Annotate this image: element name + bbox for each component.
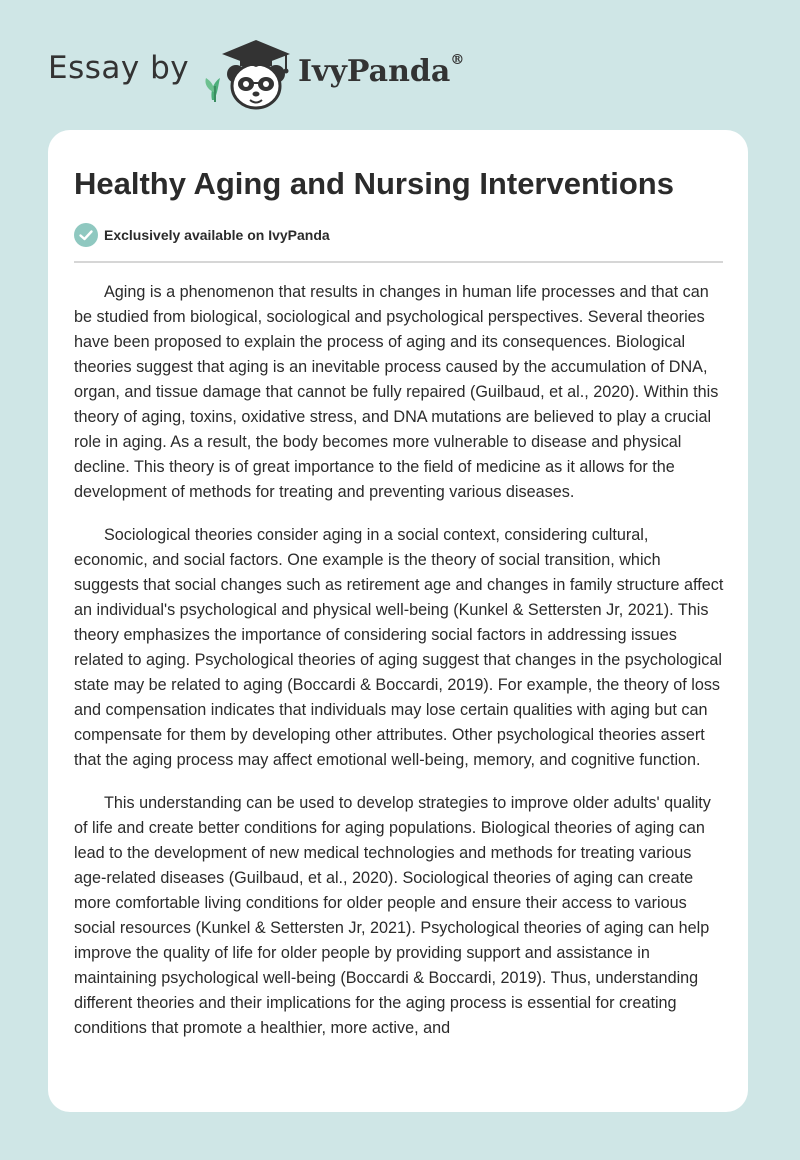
essay-title: Healthy Aging and Nursing Interventions xyxy=(74,166,674,201)
title-divider xyxy=(74,261,723,263)
essay-paragraph-1: Aging is a phenomenon that results in changes in human life processes and that can be studied from biological, sociological and psychological perspectives. Several theories have been proposed to explain the process of aging and its consequences. Biological theories suggest that aging is an inevitable process caused by the accumulation of DNA, organ, and tissue damage that cannot be fully repaired (Guilbaud, et al., 2020). Within this theory of aging, toxins, oxidative stress, and DNA mutations are believed to play a crucial role in aging. As a result, the body becomes more vulnerable to disease and physical decline. This theory is of great importance to the field of medicine as it allows for the development of methods for treating and preventing various diseases. xyxy=(74,283,719,501)
brand-name[interactable] xyxy=(298,54,464,89)
essay-card xyxy=(48,130,748,1112)
site-header xyxy=(48,34,508,114)
exclusive-badge xyxy=(74,222,330,248)
brand-name-text: IvyPanda xyxy=(298,54,451,89)
registered-mark: ® xyxy=(450,52,465,68)
panda-graduate-logo-icon[interactable] xyxy=(200,34,296,112)
essay-paragraph-2: Sociological theories consider aging in a social context, considering cultural, economic, and social factors. One example is the theory of social transition, which suggests that social changes such as retirement age and changes in family structure affect an individual's psychological and physical well-being (Kunkel & Settersten Jr, 2021). This theory emphasizes the importance of considering social factors in addressing issues related to aging. Psychological theories of aging suggest that changes in the psychological state may be related to aging (Boccardi & Boccardi, 2019). For example, the theory of loss and compensation indicates that individuals may lose certain qualities with aging but can compensate for them by developing other attributes. Other psychological theories assert that the aging process may affect emotional well-being, memory, and cognitive function. xyxy=(74,526,724,769)
essay-body xyxy=(74,280,726,1090)
essay-by-label: Essay by xyxy=(48,50,190,86)
essay-paragraph-3: This understanding can be used to develop strategies to improve older adults' quality of life and create better conditions for aging populations. Biological theories of aging can lead to the development of new medical technologies and methods for treating various age-related diseases (Guilbaud, et al., 2020). Sociological theories of aging can create more comfortable living conditions for older people and ensure their access to various social resources (Kunkel & Settersten Jr, 2021). Psychological theories of aging can help improve the quality of life for older people by providing support and assistance in maintaining psychological well-being (Boccardi & Boccardi, 2019). Thus, understanding different theories and their implications for the aging process is essential for creating conditions that promote a healthier, more active, and xyxy=(74,794,711,1037)
check-circle-icon xyxy=(74,223,98,247)
exclusive-badge-text: Exclusively available on IvyPanda xyxy=(104,227,330,243)
